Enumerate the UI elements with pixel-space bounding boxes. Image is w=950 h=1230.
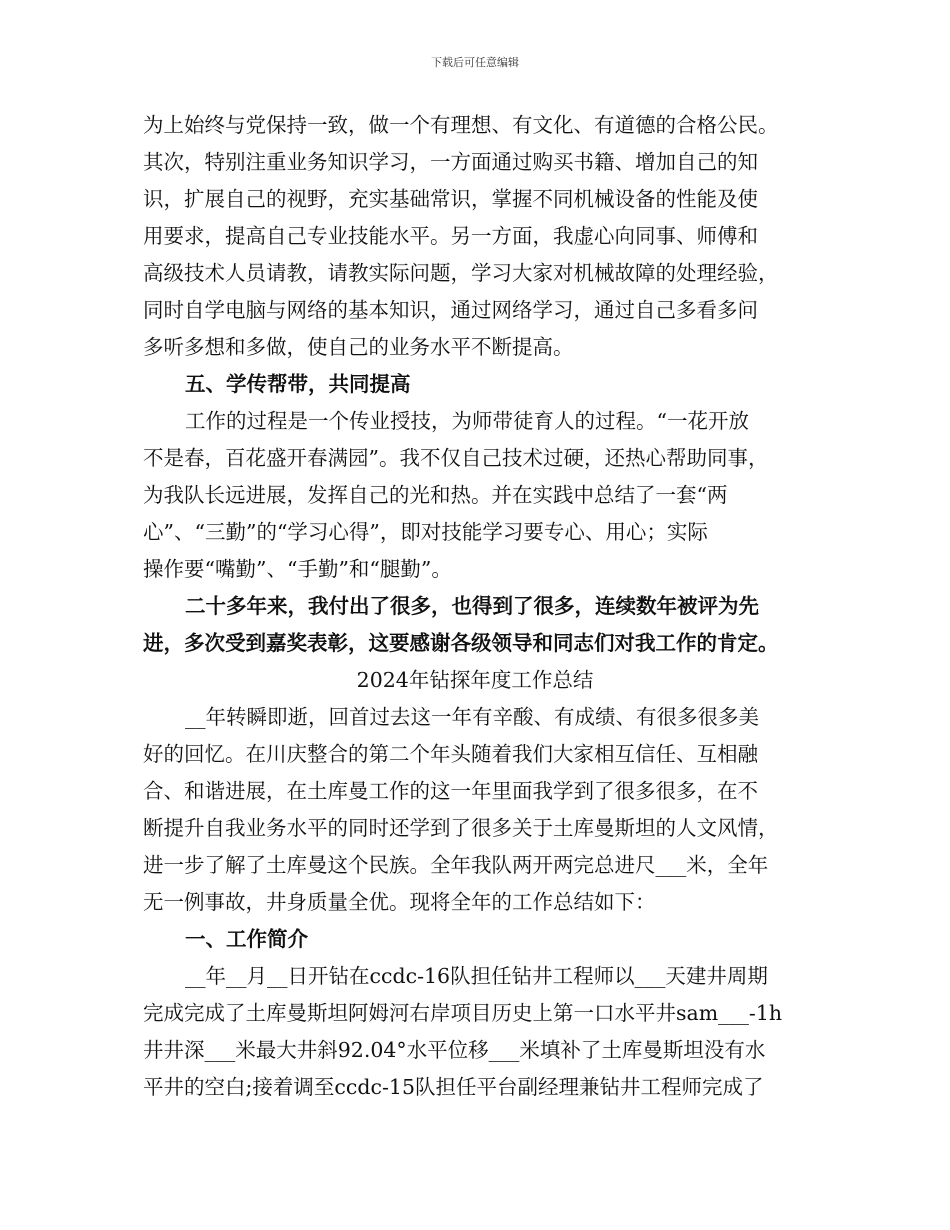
text-line: 无一例事故，井身质量全优。现将全年的工作总结如下： xyxy=(143,890,656,914)
section-heading: 五、学传帮带，共同提高 xyxy=(185,372,411,396)
text-line: 心”、“三勤”的“学习心得”，即对技能学习要专心、用心；实际 xyxy=(143,520,708,544)
text-line: 工作的过程是一个传业授技，为师带徒育人的过程。“一花开放 xyxy=(185,409,749,433)
text-line: 同时自学电脑与网络的基本知识，通过网络学习，通过自己多看多问 xyxy=(143,298,758,322)
text-line: __年转瞬即逝，回首过去这一年有辛酸、有成绩、有很多很多美 xyxy=(185,705,759,729)
text-line: 进一步了解了土库曼这个民族。全年我队两开两完总进尺___米，全年 xyxy=(143,853,769,877)
text-line-bold: 二十多年来，我付出了很多，也得到了很多，连续数年被评为先 xyxy=(185,594,759,618)
text-line: __年__月__日开钻在ccdc-16队担任钻井工程师以___天建井周期 xyxy=(185,964,768,988)
text-line: 合、和谐进展，在土库曼工作的这一年里面我学到了很多很多，在不 xyxy=(143,779,758,803)
text-line: 操作要“嘴勤”、“手勤”和“腿勤”。 xyxy=(143,557,452,581)
text-line: 为我队长远进展，发挥自己的光和热。并在实践中总结了一套“两 xyxy=(143,483,728,507)
text-line-bold: 进，多次受到嘉奖表彰，这要感谢各级领导和同志们对我工作的肯定。 xyxy=(143,631,779,655)
page-header-note: 下载后可任意编辑 xyxy=(431,56,519,69)
text-line: 用要求，提高自己专业技能水平。另一方面，我虚心向同事、师傅和 xyxy=(143,224,758,248)
text-line: 其次，特别注重业务知识学习，一方面通过购买书籍、增加自己的知 xyxy=(143,150,758,174)
text-line: 断提升自我业务水平的同时还学到了很多关于土库曼斯坦的人文风情， xyxy=(143,816,779,840)
text-line: 多听多想和多做，使自己的业务水平不断提高。 xyxy=(143,335,574,359)
text-line: 平井的空白;接着调至ccdc-15队担任平台副经理兼钻井工程师完成了 xyxy=(143,1075,764,1099)
text-line: 井井深___米最大井斜92.04°水平位移___米填补了土库曼斯坦没有水 xyxy=(143,1038,766,1062)
text-line: 不是春，百花盛开春满园”。我不仅自己技术过硬，还热心帮助同事， xyxy=(143,446,769,470)
text-line: 好的回忆。在川庆整合的第二个年头随着我们大家相互信任、互相融 xyxy=(143,742,758,766)
text-line: 完成完成了土库曼斯坦阿姆河右岸项目历史上第一口水平井sam___-1h xyxy=(143,1001,783,1025)
text-line: 识，扩展自己的视野，充实基础常识，掌握不同机械设备的性能及使 xyxy=(143,187,758,211)
document-title: 2024年钻探年度工作总结 xyxy=(356,668,594,692)
section-heading: 一、工作简介 xyxy=(185,927,308,951)
text-line: 高级技术人员请教，请教实际问题，学习大家对机械故障的处理经验， xyxy=(143,261,779,285)
text-line: 为上始终与党保持一致，做一个有理想、有文化、有道德的合格公民。 xyxy=(143,113,779,137)
